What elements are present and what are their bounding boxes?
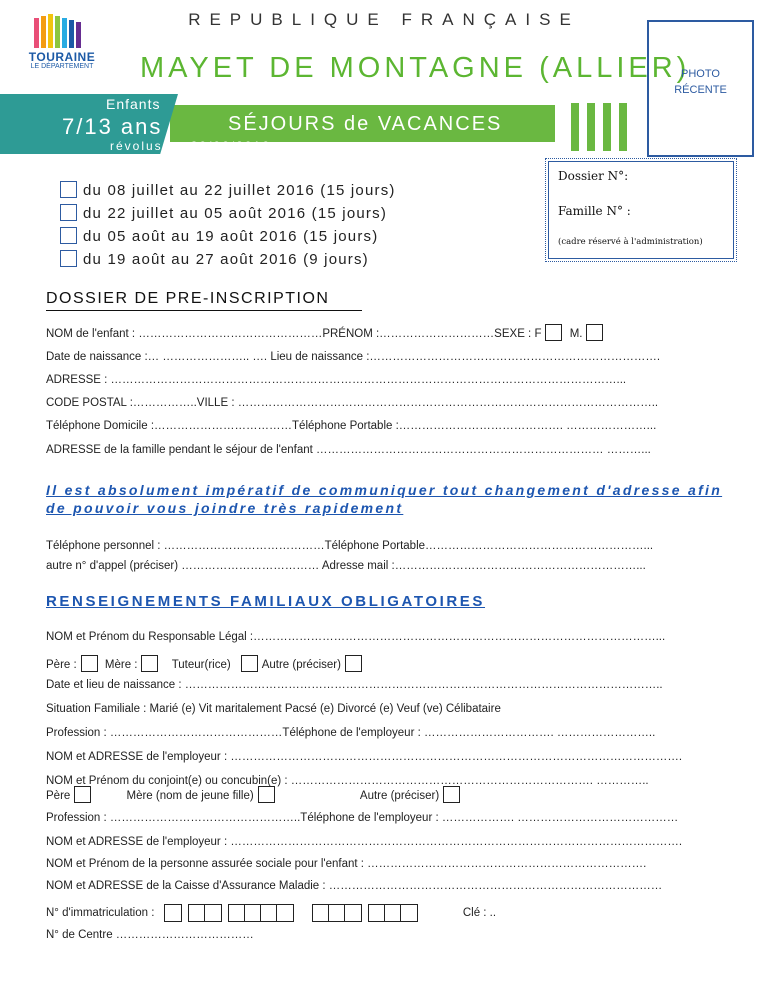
mere-label: Mère : bbox=[104, 659, 138, 671]
mere-checkbox[interactable] bbox=[141, 655, 158, 672]
code-postal-field[interactable]: CODE POSTAL :……………..VILLE : ……………………………………………………………………………………………….. bbox=[46, 397, 659, 409]
banner-bar bbox=[587, 103, 595, 151]
date-lieu-field[interactable]: Date et lieu de naissance : …………………………………………………………………………………………………………….. bbox=[46, 679, 663, 691]
profession2-field[interactable]: Profession : …………………………………………..Téléphone de l'employeur : ………………. …………………………………… bbox=[46, 812, 679, 824]
famille-title bbox=[46, 593, 485, 610]
mere-jf-checkbox[interactable] bbox=[258, 786, 275, 803]
immat-boxes[interactable] bbox=[228, 904, 294, 922]
banner-revolus: révolus au 30/06/2016 bbox=[110, 139, 271, 153]
stay-option[interactable] bbox=[60, 204, 387, 222]
tuteur-label: Tuteur(rice) bbox=[171, 659, 231, 671]
autre2-label: Autre (préciser) bbox=[359, 790, 440, 802]
town-title: MAYET DE MONTAGNE (ALLIER) bbox=[140, 52, 691, 84]
stay-checkbox[interactable] bbox=[60, 204, 77, 221]
nom-enfant-label: NOM de l'enfant : …………………………………………PRÉNOM :…………………………SEXE : F bbox=[46, 328, 542, 340]
adresse-field[interactable]: ADRESSE : ……………………………………………………………………………………………………………………... bbox=[46, 374, 627, 386]
stay-label: du 22 juillet au 05 août 2016 (15 jours) bbox=[83, 205, 388, 222]
stay-checkbox[interactable] bbox=[60, 227, 77, 244]
republique-heading: REPUBLIQUE FRANÇAISE bbox=[188, 10, 580, 29]
stay-option[interactable] bbox=[60, 250, 369, 268]
autre-appel-field[interactable]: autre n° d'appel (préciser) ……………………………… Adresse mail :………………………………………………………... bbox=[46, 560, 646, 572]
admin-note: (cadre réservé à l'administration) bbox=[558, 237, 703, 247]
employeur2-field[interactable]: NOM et ADRESSE de l'employeur : ………………………………………………………………………………………………………. bbox=[46, 836, 683, 848]
responsable-field[interactable]: NOM et Prénom du Responsable Légal :……………………………………………………………………………………………... bbox=[46, 631, 666, 643]
alert-text: Il est absolument impératif de communiquer tout changement d'adresse afin de pouvoir vous joindre très rapidement bbox=[46, 482, 723, 516]
sexe-f-checkbox[interactable] bbox=[545, 324, 562, 341]
sexe-m-checkbox[interactable] bbox=[586, 324, 603, 341]
admin-dossier: Dossier N°: bbox=[558, 169, 629, 183]
banner-title: SÉJOURS de VACANCES bbox=[228, 113, 503, 135]
pere2-checkbox[interactable] bbox=[74, 786, 91, 803]
centre-field[interactable]: N° de Centre ……………………………… bbox=[46, 929, 254, 941]
pere2-label: Père bbox=[46, 790, 71, 802]
sexe-m-label: M. bbox=[569, 328, 583, 340]
immat-boxes[interactable] bbox=[188, 904, 222, 922]
banner-bar bbox=[571, 103, 579, 151]
banner-bar bbox=[619, 103, 627, 151]
admin-famille: Famille N° : bbox=[558, 204, 631, 218]
banner-bar bbox=[603, 103, 611, 151]
immat-boxes[interactable] bbox=[368, 904, 418, 922]
assure-field[interactable]: NOM et Prénom de la personne assurée sociale pour l'enfant : ………………………………………………………………. bbox=[46, 858, 647, 870]
immat-boxes[interactable] bbox=[164, 904, 182, 922]
date-naissance-field[interactable]: Date de naissance :… ………………….. …. Lieu de naissance :…………………………………………………………………. bbox=[46, 351, 661, 363]
touraine-logo bbox=[22, 14, 102, 84]
tuteur-checkbox[interactable] bbox=[241, 655, 258, 672]
cle-label[interactable]: Clé : .. bbox=[462, 907, 497, 919]
photo-label-2: RÉCENTE bbox=[674, 84, 727, 96]
autre2-checkbox[interactable] bbox=[443, 786, 460, 803]
profession-field[interactable]: Profession : ………………………………………Téléphone de l'employeur : ……………………………. …………………….. bbox=[46, 727, 656, 739]
preinscription-underline bbox=[46, 310, 362, 311]
stay-label: du 08 juillet au 22 juillet 2016 (15 jours) bbox=[83, 182, 396, 199]
stay-label: du 05 août au 19 août 2016 (15 jours) bbox=[83, 228, 379, 245]
logo-subtitle: LE DÉPARTEMENT bbox=[30, 63, 94, 70]
stay-checkbox[interactable] bbox=[60, 250, 77, 267]
alert-message bbox=[46, 481, 736, 517]
conjoint-field[interactable]: NOM et Prénom du conjoint(e) ou concubin(e) : ……………………………………………………………………. ………….. bbox=[46, 775, 649, 787]
immat-label: N° d'immatriculation : bbox=[46, 907, 155, 919]
photo-box[interactable] bbox=[647, 20, 754, 157]
photo-label-1: PHOTO bbox=[681, 68, 720, 80]
telephone-field[interactable]: Téléphone Domicile :………………………………Téléphone Portable :……………………………………. …………………... bbox=[46, 420, 657, 432]
telephone-personnel-field[interactable]: Téléphone personnel : ……………………………………Téléphone Portable…………………………………………………... bbox=[46, 540, 654, 552]
immatriculation-line bbox=[46, 904, 496, 922]
pere-label: Père : bbox=[46, 659, 77, 671]
mere-jf-label: Mère (nom de jeune fille) bbox=[126, 790, 254, 802]
preinscription-title: DOSSIER DE PRE-INSCRIPTION bbox=[46, 290, 330, 307]
adresse-sejour-field[interactable]: ADRESSE de la famille pendant le séjour de l'enfant ………………………………………………………………… ………... bbox=[46, 444, 651, 456]
autre-label: Autre (préciser) bbox=[261, 659, 341, 671]
admin-box bbox=[545, 158, 737, 262]
stay-label: du 19 août au 27 août 2016 (9 jours) bbox=[83, 251, 369, 268]
immat-boxes[interactable] bbox=[312, 904, 362, 922]
banner-age: 7/13 ans bbox=[62, 114, 163, 139]
nom-enfant-line bbox=[46, 324, 607, 341]
caisse-field[interactable]: NOM et ADRESSE de la Caisse d'Assurance Maladie : …………………………………………………………………………… bbox=[46, 880, 663, 892]
stay-option[interactable] bbox=[60, 227, 378, 245]
stay-option[interactable] bbox=[60, 181, 396, 199]
employeur-field[interactable]: NOM et ADRESSE de l'employeur : ………………………………………………………………………………………………………. bbox=[46, 751, 683, 763]
lien-line bbox=[46, 655, 366, 672]
autre-checkbox[interactable] bbox=[345, 655, 362, 672]
banner-enfants: Enfants bbox=[106, 96, 161, 112]
stay-checkbox[interactable] bbox=[60, 181, 77, 198]
lien-conjoint-line bbox=[46, 786, 464, 803]
situation-line[interactable]: Situation Familiale : Marié (e) Vit maritalement Pacsé (e) Divorcé (e) Veuf (ve) Célibataire bbox=[46, 703, 501, 715]
logo-title: TOURAINE bbox=[28, 50, 96, 64]
pere-checkbox[interactable] bbox=[81, 655, 98, 672]
famille-title-text: RENSEIGNEMENTS FAMILIAUX OBLIGATOIRES bbox=[46, 593, 486, 610]
